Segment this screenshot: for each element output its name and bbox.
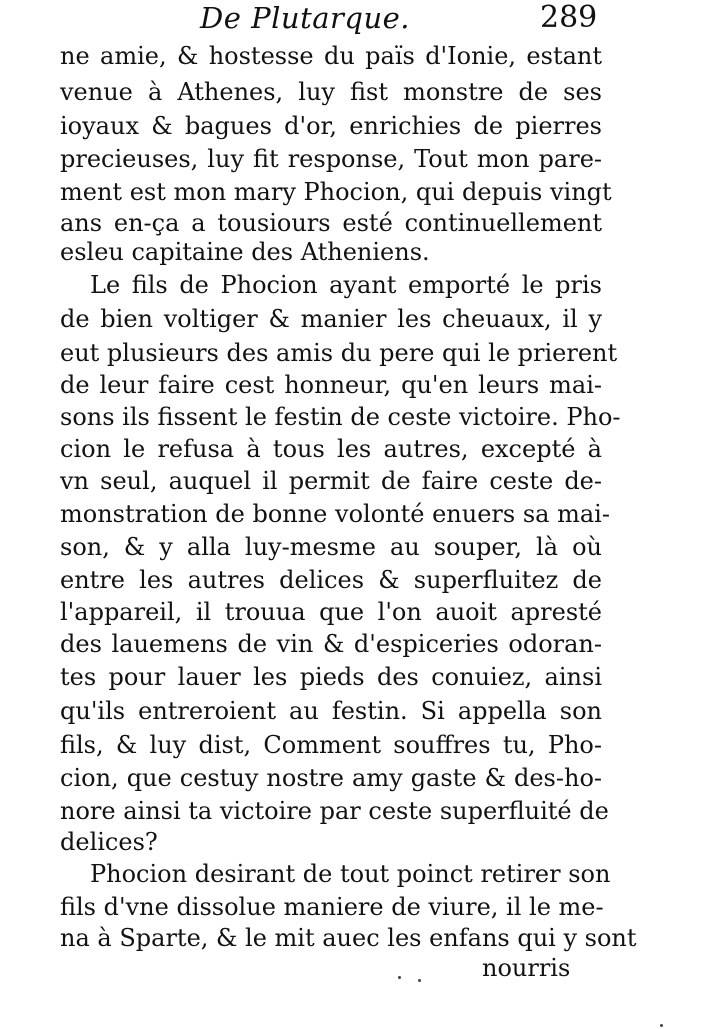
text-line: de bien voltiger & manier les cheuaux, il y bbox=[60, 305, 602, 333]
text-line: entre les autres delices & superfluitez de bbox=[60, 566, 602, 594]
text-line: cion, que cestuy nostre amy gaste & des-ho- bbox=[60, 764, 602, 792]
text-line: tes pour lauer les pieds des conuiez, ainsi bbox=[60, 663, 602, 691]
text-line: ne amie, & hostesse du païs d'Ionie, estant bbox=[60, 42, 602, 70]
text-line: precieuses, luy fit response, Tout mon pare- bbox=[60, 145, 602, 173]
text-line: nore ainsi ta victoire par ceste superfluité de bbox=[60, 797, 609, 825]
running-title: De Plutarque. bbox=[200, 1, 411, 35]
text-line: son, & y alla luy-mesme au souper, là où bbox=[60, 533, 602, 561]
text-line: ioyaux & bagues d'or, enrichies de pierres bbox=[60, 112, 602, 140]
page-number: 289 bbox=[540, 0, 598, 35]
text-line: des lauemens de vin & d'espiceries odoran- bbox=[60, 630, 602, 658]
text-line: ment est mon mary Phocion, qui depuis vingt bbox=[60, 178, 612, 206]
text-line: cion le refusa à tous les autres, excepté à bbox=[60, 435, 602, 463]
text-line: fils, & luy dist, Comment souffres tu, Pho- bbox=[60, 731, 602, 759]
catchword: nourris bbox=[482, 954, 571, 982]
scan-speck bbox=[398, 976, 401, 979]
text-line: na à Sparte, & le mit auec les enfans qui y sont bbox=[60, 924, 637, 952]
text-line: de leur faire cest honneur, qu'en leurs mai- bbox=[60, 371, 602, 399]
text-line: eut plusieurs des amis du pere qui le prierent bbox=[60, 339, 618, 367]
text-line: ans en-ça a tousiours esté continuellement bbox=[60, 209, 602, 237]
text-line: delices? bbox=[60, 828, 158, 856]
text-line: qu'ils entreroient au festin. Si appella son bbox=[60, 697, 602, 725]
text-line: Le fils de Phocion ayant emporté le pris bbox=[90, 271, 602, 299]
text-line: monstration de bonne volonté enuers sa mai- bbox=[60, 500, 610, 528]
text-line: l'appareil, il trouua que l'on auoit apresté bbox=[60, 598, 602, 626]
text-line: vn seul, auquel il permit de faire ceste de- bbox=[60, 467, 602, 495]
text-line: fils d'vne dissolue maniere de viure, il le me- bbox=[60, 893, 604, 921]
text-line: sons ils fissent le festin de ceste victoire. Pho- bbox=[60, 403, 621, 431]
scan-speck bbox=[660, 1024, 663, 1027]
text-line: Phocion desirant de tout poinct retirer son bbox=[90, 860, 611, 888]
text-line: venue à Athenes, luy fist monstre de ses bbox=[60, 78, 602, 106]
text-line: esleu capitaine des Atheniens. bbox=[60, 238, 430, 266]
scan-speck bbox=[418, 979, 421, 982]
